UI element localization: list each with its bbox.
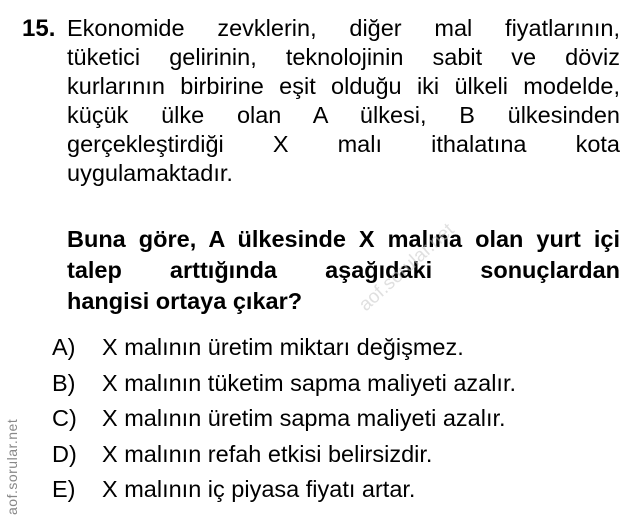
option-e[interactable] — [52, 472, 516, 508]
stem-line: kurlarının birbirine eşit olduğu iki ülkeli modelde, — [67, 73, 620, 99]
question-stem — [67, 14, 620, 188]
side-watermark: aof.sorular.net — [4, 418, 20, 515]
option-letter: D) — [52, 440, 77, 467]
question-number: 15. — [22, 15, 56, 42]
option-letter: B) — [52, 369, 76, 396]
stem-line: Ekonomide zevklerin, diğer mal fiyatlarının, — [67, 15, 620, 41]
prompt-line: hangisi ortaya çıkar? — [67, 288, 303, 314]
stem-line: uygulamaktadır. — [67, 160, 233, 186]
option-d[interactable] — [52, 437, 516, 473]
question-prompt — [67, 224, 620, 317]
option-c[interactable] — [52, 401, 516, 437]
stem-line: tüketici gelirinin, teknolojinin sabit ve döviz — [67, 44, 620, 70]
option-text: X malının iç piyasa fiyatı artar. — [102, 476, 416, 502]
stem-line: küçük ülke olan A ülkesi, B ülkesinden — [67, 102, 620, 128]
option-letter: A) — [52, 334, 76, 360]
option-text: X malının refah etkisi belirsizdir. — [102, 440, 433, 467]
prompt-line: talep arttığında aşağıdaki sonuçlardan — [67, 257, 620, 283]
option-text: X malının üretim sapma maliyeti azalır. — [102, 405, 506, 431]
option-text: X malının tüketim sapma maliyeti azalır. — [102, 369, 517, 396]
option-letter: E) — [52, 476, 76, 502]
answer-options — [52, 330, 516, 508]
option-text: X malının üretim miktarı değişmez. — [102, 334, 464, 360]
diagonal-watermark: aof.sorular.net — [355, 219, 459, 316]
prompt-line: Buna göre, A ülkesinde X malına olan yurt içi — [67, 226, 620, 252]
option-letter: C) — [52, 405, 77, 431]
stem-line: gerçekleştirdiği X malı ithalatına kota — [67, 131, 620, 157]
option-a[interactable] — [52, 330, 516, 366]
option-b[interactable] — [52, 366, 516, 402]
